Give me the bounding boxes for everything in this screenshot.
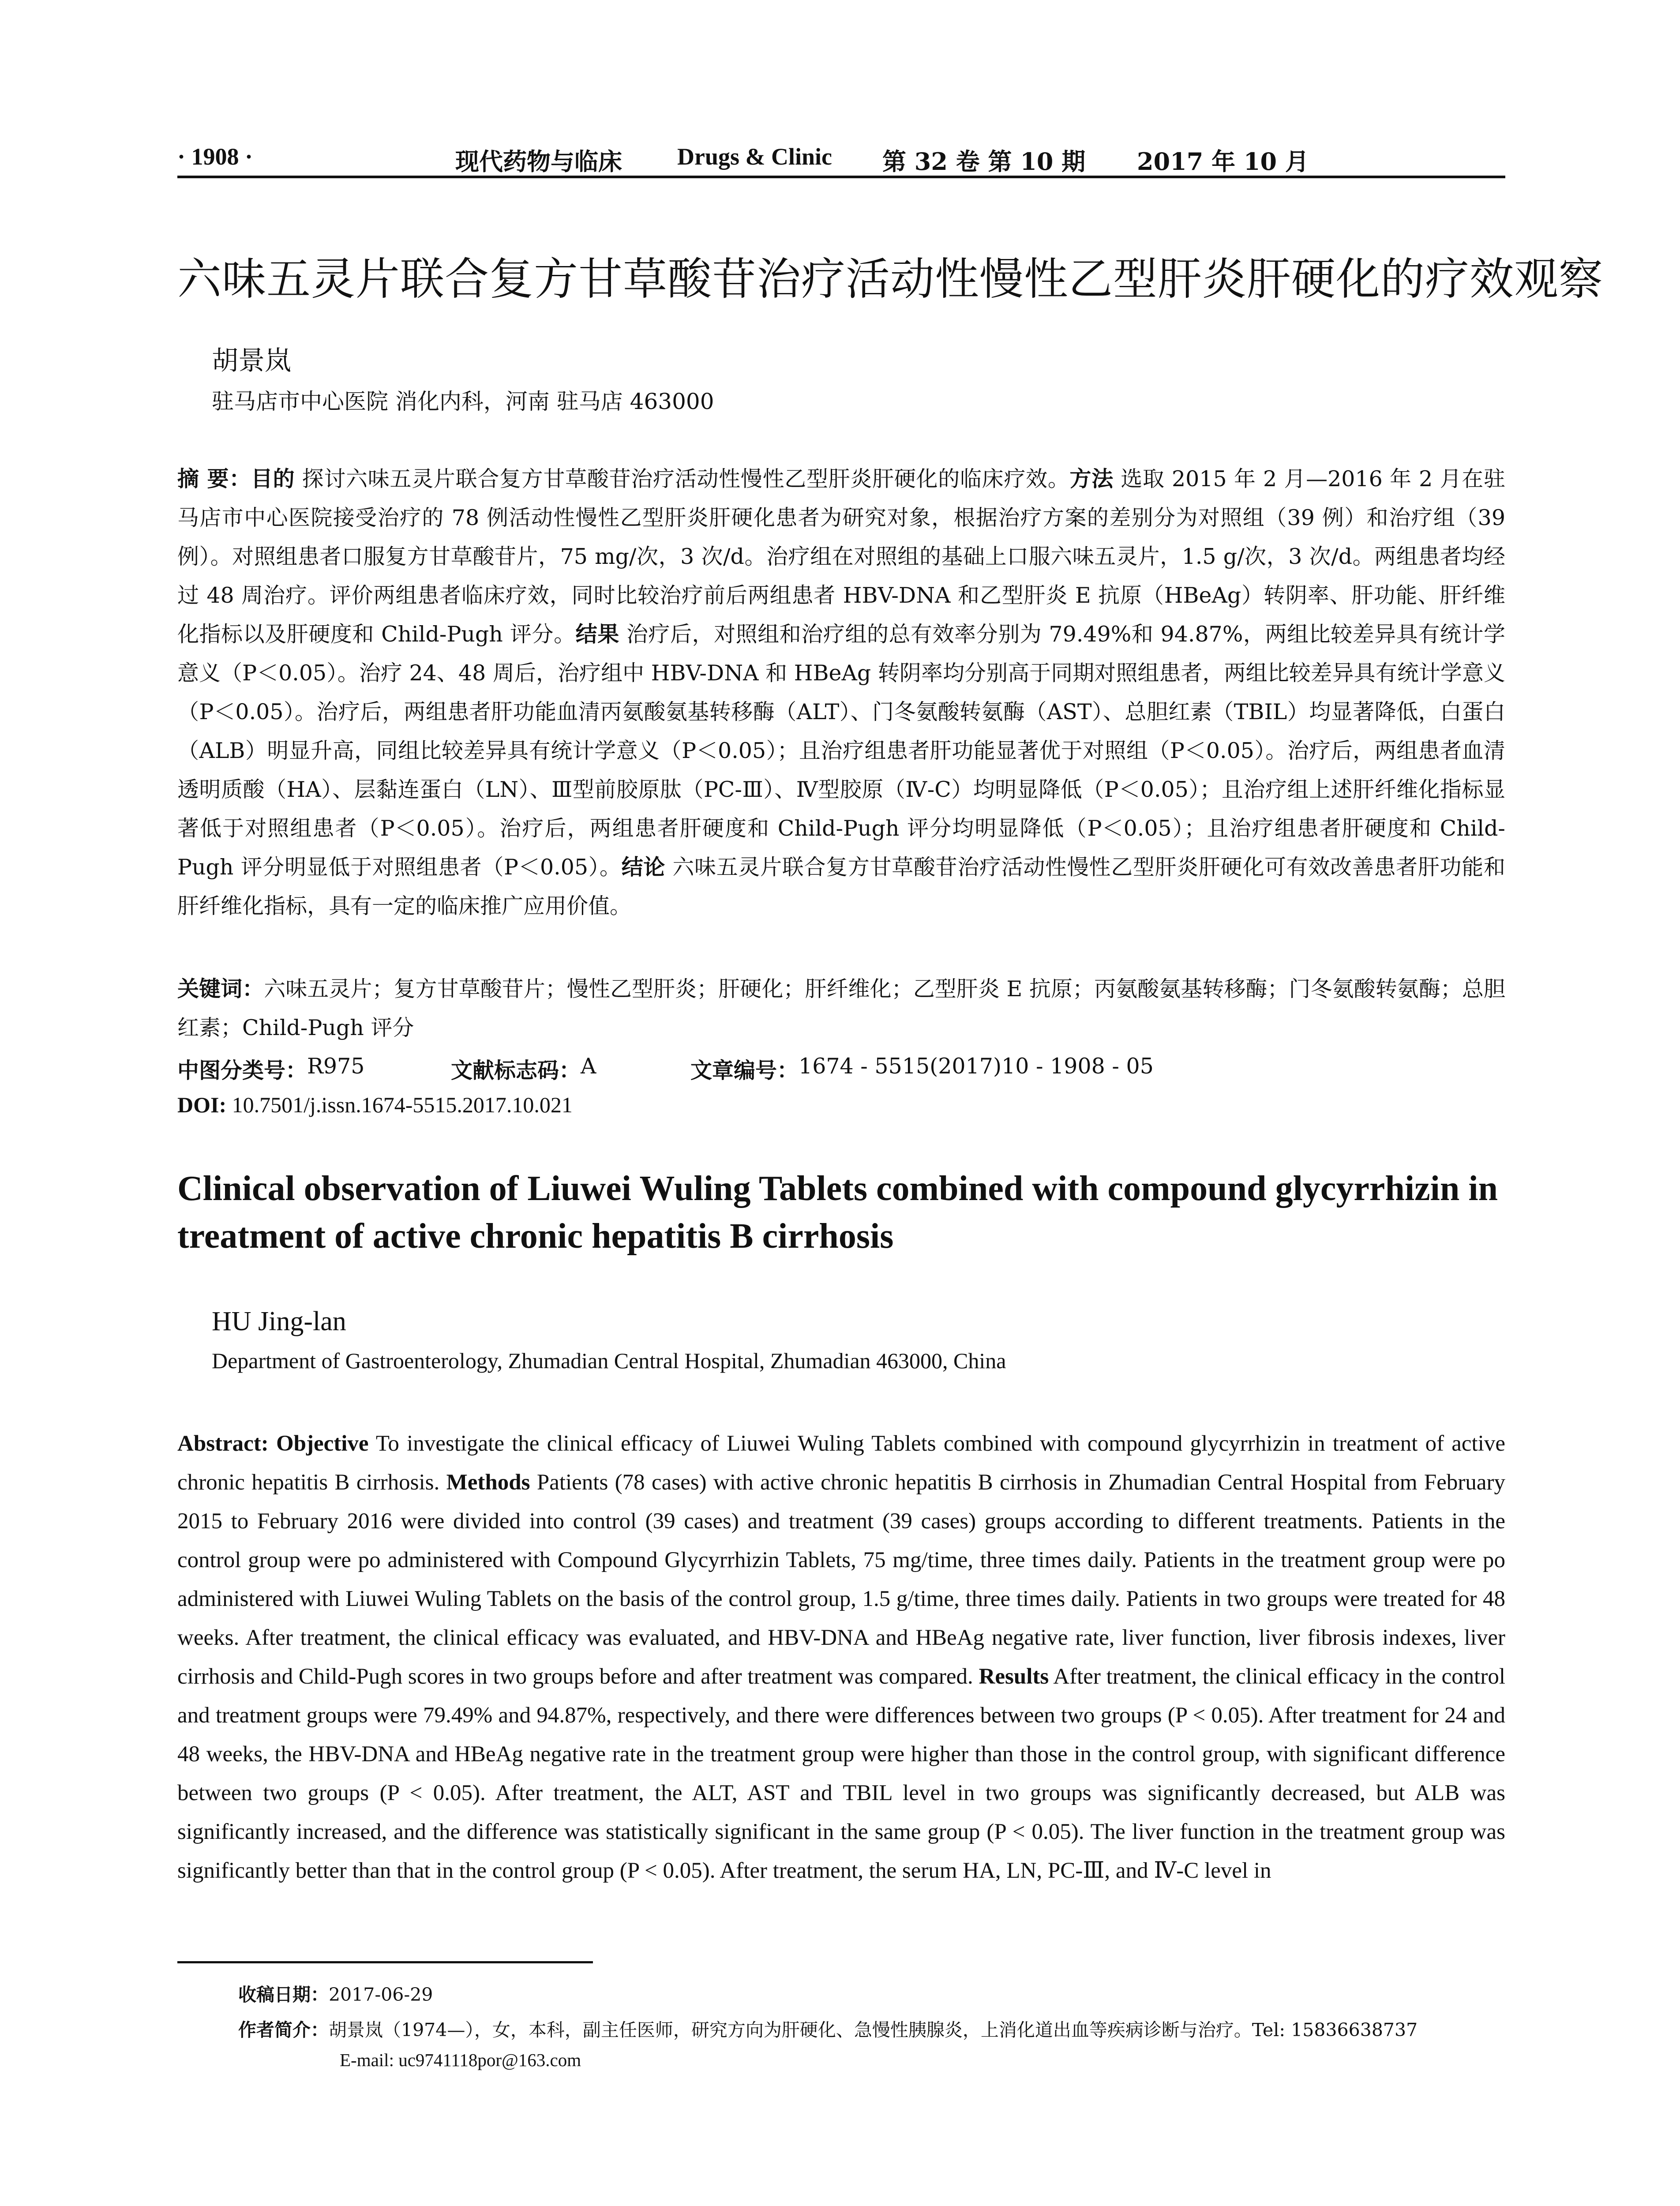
doi-label: DOI: — [177, 1092, 227, 1117]
keywords-label-cn: 关键词： — [177, 976, 264, 1002]
journal-name-en: Drugs & Clinic — [677, 143, 832, 170]
journal-name-cn: 现代药物与临床 — [455, 147, 622, 176]
clc-value: R975 — [307, 1054, 365, 1079]
clc-number — [177, 1054, 365, 1084]
abstract-label-en: Abstract: Objective — [177, 1431, 369, 1456]
author-name-en: HU Jing-lan — [212, 1306, 346, 1336]
issue-date: 2017 年 10 月 — [1137, 147, 1309, 176]
objective-text-cn: 探讨六味五灵片联合复方甘草酸苷治疗活动性慢性乙型肝炎肝硬化的临床疗效。 — [295, 466, 1070, 491]
received-label: 收稿日期： — [238, 1984, 329, 2005]
objective-label-cn: 目的 — [251, 466, 295, 491]
article-number — [690, 1054, 1154, 1084]
document-code-value: A — [581, 1054, 596, 1079]
received-date: 2017-06-29 — [329, 1984, 433, 2005]
keywords-cn — [177, 970, 1505, 1047]
clc-label: 中图分类号： — [177, 1058, 308, 1083]
results-text-cn: 治疗后，对照组和治疗组的总有效率分别为 79.49%和 94.87%，两组比较差异具有统计学意义（P＜0.05）。治疗 24、48 周后，治疗组中 HBV-DNA 和 HBeAg 转阴率均分别高于同期对照组患者，两组比较差异具有统计学意义（P＜0.05）。治疗后，两组患者肝功能血清丙氨酸氨基转移酶（ALT）、门冬氨酸转氨酶（AST）、总胆红素（TBIL）均显著降低，白蛋白（ALB）明显升高，同组比较差异具有统计学意义（P＜0.05）；且治疗组患者肝功能显著优于对照组（P＜0.05）。治疗后，两组患者血清透明质酸（HA）、层黏连蛋白（LN）、Ⅲ型前胶原肽（PC-Ⅲ）、Ⅳ型胶原（Ⅳ-C）均明显降低（P＜0.05）；且治疗组上述肝纤维化指标显著低于对照组患者（P＜0.05）。治疗后，两组患者肝硬度和 Child-Pugh 评分均明显降低（P＜0.05）；且治疗组患者肝硬度和 Child-Pugh 评分明显低于对照组患者（P＜0.05）。 — [177, 622, 1505, 880]
affiliation-en: Department of Gastroenterology, Zhumadian Central Hospital, Zhumadian 463000, China — [212, 1348, 1006, 1373]
results-text-en: After treatment, the clinical efficacy in the control and treatment groups were 79.49% and 94.87%, respectively, and there were differences between two groups (P < 0.05). After treatment for 24 and 48 weeks, the HBV-DNA and HBeAg negative rate in the treatment group were higher than those in the control group, with significant difference between two groups (P < 0.05). After treatment, the ALT, AST and TBIL level in two groups was significantly decreased, but ALB was significantly increased, and the difference was statistically significant in the same group (P < 0.05). The liver function in the treatment group was significantly better than that in the control group (P < 0.05). After treatment, the serum HA, LN, PC-Ⅲ, and Ⅳ-C level in — [177, 1664, 1505, 1883]
article-number-value: 1674 - 5515(2017)10 - 1908 - 05 — [799, 1054, 1154, 1079]
doi-line — [177, 1092, 573, 1118]
objective-text-en: To investigate the clinical efficacy of Liuwei Wuling Tablets combined with compound glycyrrhizin in treatment of active chronic hepatitis B cirrhosis. — [177, 1431, 1505, 1495]
abstract-cn — [177, 460, 1505, 926]
volume-issue: 第 32 卷 第 10 期 — [882, 147, 1086, 176]
article-number-label: 文章编号： — [690, 1058, 799, 1083]
methods-text-cn: 选取 2015 年 2 月—2016 年 2 月在驻马店市中心医院接受治疗的 78 例活动性慢性乙型肝炎肝硬化患者为研究对象，根据治疗方案的差别分为对照组（39 例）和治疗组（39 例）。对照组患者口服复方甘草酸苷片，75 mg/次，3 次/d。治疗组在对照组的基础上口服六味五灵片，1.5 g/次，3 次/d。两组患者均经过 48 周治疗。评价两组患者临床疗效，同时比较治疗前后两组患者 HBV-DNA 和乙型肝炎 E 抗原（HBeAg）转阴率、肝功能、肝纤维化指标以及肝硬度和 Child-Pugh 评分。 — [177, 466, 1505, 647]
footnote-divider — [177, 1961, 593, 1963]
keywords-text-cn: 六味五灵片；复方甘草酸苷片；慢性乙型肝炎；肝硬化；肝纤维化；乙型肝炎 E 抗原；丙氨酸氨基转移酶；门冬氨酸转氨酶；总胆红素；Child-Pugh 评分 — [177, 976, 1505, 1040]
footnote-author-bio — [238, 2015, 1418, 2041]
methods-label-en: Methods — [446, 1470, 530, 1495]
footnote-email[interactable]: E-mail: uc9741118por@163.com — [340, 2050, 581, 2070]
doi-value[interactable]: 10.7501/j.issn.1674-5515.2017.10.021 — [226, 1092, 573, 1117]
results-label-cn: 结果 — [575, 622, 619, 647]
affiliation-cn: 驻马店市中心医院 消化内科，河南 驻马店 463000 — [212, 389, 714, 414]
conclusion-label-cn: 结论 — [621, 855, 666, 880]
footnote-received — [238, 1980, 433, 2006]
running-header — [177, 140, 1505, 178]
document-code-label: 文献标志码： — [451, 1058, 581, 1083]
document-code — [451, 1054, 596, 1084]
author-name-cn: 胡景岚 — [212, 345, 291, 376]
abstract-en — [177, 1424, 1505, 1890]
page-number: · 1908 · — [177, 143, 253, 170]
results-label-en: Results — [979, 1664, 1049, 1689]
author-bio-text: 胡景岚（1974—），女，本科，副主任医师，研究方向为肝硬化、急慢性胰腺炎，上消化道出血等疾病诊断与治疗。Tel: 15836638737 — [329, 2019, 1418, 2041]
abstract-label-cn: 摘 要： — [177, 466, 251, 491]
methods-label-cn: 方法 — [1069, 466, 1114, 491]
author-bio-label: 作者简介： — [238, 2019, 329, 2041]
article-title-en: Clinical observation of Liuwei Wuling Tablets combined with compound glycyrrhizin in treatment of active chronic hepatitis B cirrhosis — [177, 1169, 1498, 1256]
article-title-cn: 六味五灵片联合复方甘草酸苷治疗活动性慢性乙型肝炎肝硬化的疗效观察 — [177, 253, 1603, 305]
methods-text-en: Patients (78 cases) with active chronic hepatitis B cirrhosis in Zhumadian Central Hospital from February 2015 to February 2016 were divided into control (39 cases) and treatment (39 cases) groups according to different treatments. Patients in the control group were po administered with Compound Glycyrrhizin Tablets, 75 mg/time, three times daily. Patients in the treatment group were po administered with Liuwei Wuling Tablets on the basis of the control group, 1.5 g/time, three times daily. Patients in two groups were treated for 48 weeks. After treatment, the clinical efficacy was evaluated, and HBV-DNA and HBeAg negative rate, liver function, liver fibrosis indexes, liver cirrhosis and Child-Pugh scores in two groups before and after treatment was compared. — [177, 1470, 1505, 1689]
conclusion-text-cn: 六味五灵片联合复方甘草酸苷治疗活动性慢性乙型肝炎肝硬化可有效改善患者肝功能和肝纤维化指标，具有一定的临床推广应用价值。 — [177, 855, 1505, 919]
